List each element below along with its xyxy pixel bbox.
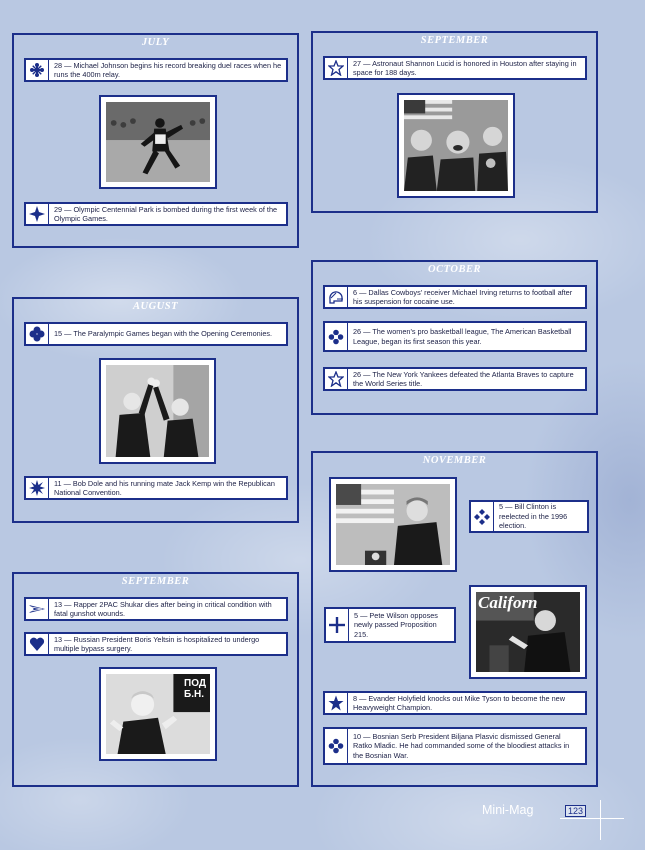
entry-text: 5 — Pete Wilson opposes newly passed Proposition 215.: [354, 610, 438, 639]
entry-text: 26 — The New York Yankees defeated the Atlanta Braves to capture the World Series title.: [353, 369, 574, 388]
section-september-left: [12, 572, 299, 787]
photo-sprinter: [99, 95, 217, 189]
clover-icon: [29, 326, 45, 342]
section-july: [12, 33, 299, 248]
section-november: [311, 451, 598, 787]
entry-text: 6 — Dallas Cowboys' receiver Michael Irving returns to football after his suspension for cocaine use.: [353, 287, 573, 306]
list-item: [24, 476, 288, 500]
outline-star-icon: [328, 60, 344, 76]
arrowhead-icon: [29, 601, 45, 617]
list-item: [24, 322, 288, 346]
photo-yeltsin: [99, 667, 217, 761]
diamond-cluster-icon: [474, 509, 490, 525]
page-number: 123: [565, 805, 586, 817]
cross-icon: [329, 617, 345, 633]
entry-text: 13 — Rapper 2PAC Shukar dies after being in critical condition with fatal gunshot wounds.: [54, 599, 272, 618]
list-item: [324, 607, 456, 643]
section-title: JULY: [141, 37, 170, 48]
section-title: OCTOBER: [428, 264, 481, 275]
footer-rule: [600, 800, 601, 840]
entry-text: 10 — Bosnian Serb President Biljana Plasvic dismissed General Ratko Mladic. He had commanded some of the bloodiest attacks in the Bosnian War.: [353, 731, 570, 760]
section-august: [12, 297, 299, 523]
entry-text: 15 — The Paralympic Games began with the Opening Ceremonies.: [54, 329, 273, 339]
four-point-star-icon: [29, 206, 45, 222]
flower-icon: [328, 329, 344, 345]
list-item: [24, 632, 288, 656]
section-september-right: [311, 31, 598, 213]
list-item: [323, 56, 587, 80]
entry-text: 29 — Olympic Centennial Park is bombed during the first week of the Olympic Games.: [54, 204, 278, 223]
section-title: SEPTEMBER: [121, 576, 190, 587]
entry-text: 5 — Bill Clinton is reelected in the 1996 election.: [499, 502, 568, 531]
list-item: [323, 727, 587, 765]
footer-magazine-name: Mini-Mag: [482, 803, 534, 817]
entry-text: 8 — Evander Holyfield knocks out Mike Tyson to become the new Heavyweight Champion.: [353, 693, 565, 712]
entry-text: 26 — The women's pro basketball league, The American Basketball League, began its first season this year.: [353, 327, 572, 346]
eight-point-star-icon: [29, 480, 45, 496]
yeltsin-sign-text: ПОД Б.Н.: [184, 678, 206, 700]
photo-astronauts: [397, 93, 515, 198]
entry-text: 28 — Michael Johnson begins his record breaking duel races when he runs the 400m relay.: [54, 60, 282, 79]
photo-dole-kemp: [99, 358, 216, 464]
list-item: [24, 597, 288, 621]
entry-text: 11 — Bob Dole and his running mate Jack Kemp win the Republican National Convention.: [54, 478, 275, 497]
asterisk-cross-icon: [29, 62, 45, 78]
football-helmet-icon: [328, 289, 344, 305]
footer-rule: [560, 818, 624, 819]
list-item: [24, 202, 288, 226]
entry-text: 13 — Russian President Boris Yeltsin is hospitalized to undergo multiple bypass surgery.: [54, 634, 260, 653]
list-item: [24, 58, 288, 82]
section-title: AUGUST: [132, 301, 178, 312]
section-october: [311, 260, 598, 415]
list-item: [323, 321, 587, 352]
solid-star-icon: [328, 695, 344, 711]
list-item: [323, 367, 587, 391]
photo-clinton: [329, 477, 457, 572]
photo-wilson: [469, 585, 587, 679]
flower-icon: [328, 738, 344, 754]
section-title: SEPTEMBER: [420, 35, 489, 46]
list-item: [323, 285, 587, 309]
outline-star-icon: [328, 371, 344, 387]
wilson-sign-text: Californ: [478, 593, 538, 612]
section-title: NOVEMBER: [422, 455, 487, 466]
list-item: [469, 500, 589, 533]
entry-text: 27 — Astronaut Shannon Lucid is honored in Houston after staying in space for 188 days.: [353, 58, 577, 77]
list-item: [323, 691, 587, 715]
heart-icon: [29, 636, 45, 652]
